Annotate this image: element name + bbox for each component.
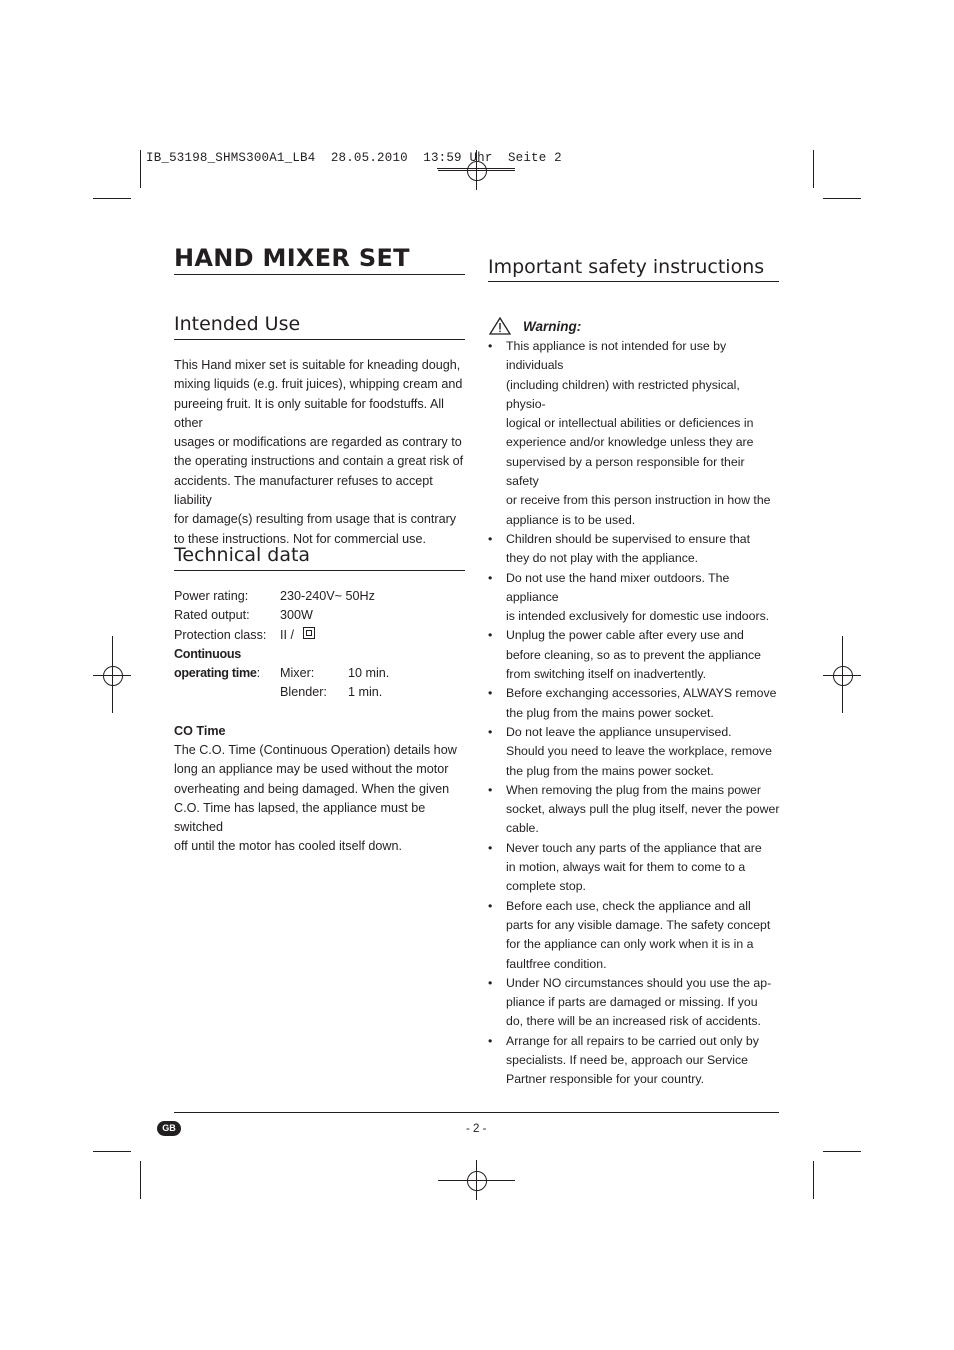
bullet-dot: • [488, 628, 493, 643]
intended-use-text [174, 356, 469, 549]
warning-triangle-icon [489, 317, 511, 335]
text-line: mixing liquids (e.g. fruit juices), whipping cream and [174, 377, 463, 392]
text-line: overheating and being damaged. When the given [174, 781, 450, 796]
safety-bullet-item [488, 897, 780, 974]
text-line: accidents. The manufacturer refuses to accept liability [174, 473, 433, 508]
technical-data-heading: Technical data [174, 544, 311, 566]
safety-bullet-list [488, 337, 780, 1090]
bullet-line: cable. [506, 821, 539, 836]
bullet-line: supervised by a person responsible for their safety [506, 454, 745, 489]
safety-bullet-item [488, 337, 780, 530]
power-rating-value: 230-240V~ 50Hz [280, 589, 375, 603]
crop-mark-bottom-right-v [813, 1161, 814, 1199]
safety-bullet-item [488, 569, 780, 627]
bullet-line: Do not use the hand mixer outdoors. The appliance [506, 570, 730, 604]
text-line: The C.O. Time (Continuous Operation) details how [174, 743, 457, 757]
bullet-dot: • [488, 898, 493, 913]
bullet-line: or receive from this person instruction in how the [506, 493, 771, 508]
safety-rule [488, 281, 779, 282]
text-line: to these instructions. Not for commercial use. [174, 531, 426, 546]
blender-label: Blender: [280, 685, 327, 699]
crop-mark-bottom-left-h [93, 1151, 131, 1152]
footer-rule [174, 1112, 779, 1113]
bullet-dot: • [488, 339, 493, 353]
safety-bullet-item [488, 974, 780, 1032]
co-time-heading: CO Time [174, 724, 226, 738]
safety-bullet-item [488, 723, 780, 781]
print-slug-line: IB_53198_SHMS300A1_LB4 28.05.2010 13:59 Uhr Seite 2 [146, 151, 562, 165]
bullet-dot: • [488, 570, 493, 585]
crop-mark-bottom-right-h [823, 1151, 861, 1152]
text-line: This Hand mixer set is suitable for kneading dough, [174, 358, 461, 372]
safety-bullet-item [488, 684, 780, 723]
bullet-line: they do not play with the appliance. [506, 551, 699, 566]
text-line: the operating instructions and contain a great risk of [174, 454, 464, 469]
bullet-dot: • [488, 840, 493, 855]
bullet-dot: • [488, 531, 493, 546]
bullet-line: Partner responsible for your country. [506, 1072, 704, 1087]
blender-value: 1 min. [348, 685, 383, 699]
crop-mark-top-right-h [823, 198, 861, 199]
bullet-line: pliance if parts are damaged or missing. If you [506, 995, 758, 1010]
bullet-dot: • [488, 1033, 493, 1048]
continuous-label-colon: : [256, 666, 261, 680]
bullet-line: (including children) with restricted physical, physio- [506, 377, 740, 411]
bullet-line: the plug from the mains power socket. [506, 705, 714, 720]
continuous-label-line2 [174, 664, 260, 683]
crop-mark-bottom-left-v [140, 1161, 141, 1199]
continuous-label-bold: operating time [174, 666, 257, 680]
safety-bullet-item [488, 839, 780, 897]
safety-heading: Important safety instructions [488, 256, 765, 278]
bullet-line: the plug from the mains power socket. [506, 763, 714, 778]
bullet-line: do, there will be an increased risk of accidents. [506, 1014, 761, 1029]
text-line: for damage(s) resulting from usage that is contrary [174, 512, 457, 527]
power-rating-label: Power rating: [174, 589, 249, 603]
bullet-line: parts for any visible damage. The safety concept [506, 917, 771, 932]
bullet-line: appliance is to be used. [506, 512, 636, 527]
safety-bullet-item [488, 530, 780, 569]
bullet-line: complete stop. [506, 879, 586, 894]
co-time-text [174, 741, 469, 857]
protection-class-value: II / [280, 628, 294, 642]
continuous-label-line1: Continuous [174, 647, 241, 661]
bullet-line: Unplug the power cable after every use and [506, 628, 744, 643]
bullet-line: in motion, always wait for them to come to a [506, 860, 746, 875]
bullet-line: for the appliance can only work when it is in a [506, 937, 754, 952]
bullet-line: is intended exclusively for domestic use indoors. [506, 609, 770, 624]
crop-mark-top-right-v [813, 150, 814, 188]
country-badge: GB [157, 1121, 181, 1136]
intended-use-rule [174, 339, 465, 340]
bullet-line: from switching itself on inadvertently. [506, 667, 707, 682]
text-line: pureeing fruit. It is only suitable for foodstuffs. All other [174, 396, 444, 430]
bullet-dot: • [488, 686, 493, 701]
technical-data-rule [174, 570, 465, 571]
rated-output-label: Rated output: [174, 608, 250, 622]
bullet-dot: • [488, 975, 493, 990]
double-insulation-icon [303, 627, 315, 639]
text-line: usages or modifications are regarded as contrary to [174, 435, 462, 450]
bullet-line: This appliance is not intended for use by individuals [506, 339, 727, 373]
bullet-line: Under NO circumstances should you use the ap- [506, 975, 772, 990]
bullet-dot: • [488, 782, 493, 797]
mixer-value: 10 min. [348, 666, 390, 680]
text-line: off until the motor has cooled itself down. [174, 839, 402, 854]
safety-bullet-item [488, 781, 780, 839]
page-number: - 2 - [466, 1123, 487, 1135]
bullet-line: Arrange for all repairs to be carried out only by [506, 1033, 759, 1048]
bullet-line: When removing the plug from the mains power [506, 782, 761, 797]
intended-use-heading: Intended Use [174, 313, 301, 335]
bullet-line: socket, always pull the plug itself, never the power [506, 802, 780, 817]
protection-class-label: Protection class: [174, 628, 267, 642]
text-line: long an appliance may be used without the motor [174, 762, 449, 777]
bullet-line: Should you need to leave the workplace, remove [506, 744, 772, 759]
bullet-line: Before exchanging accessories, ALWAYS remove [506, 686, 777, 701]
bullet-line: Do not leave the appliance unsupervised. [506, 724, 732, 739]
slug-underline [437, 168, 515, 169]
page-title: HAND MIXER SET [174, 244, 410, 272]
bullet-line: Before each use, check the appliance and all [506, 898, 751, 913]
bullet-line: specialists. If need be, approach our Service [506, 1052, 748, 1067]
safety-bullet-item [488, 1032, 780, 1090]
bullet-dot: • [488, 724, 493, 739]
mixer-label: Mixer: [280, 666, 315, 680]
crop-mark-top-left-v [140, 150, 141, 188]
bullet-line: Never touch any parts of the appliance that are [506, 840, 762, 855]
title-rule [174, 274, 465, 275]
bullet-line: faultfree condition. [506, 956, 607, 971]
crop-mark-top-left-h [93, 198, 131, 199]
warning-label: Warning: [523, 319, 582, 334]
bullet-line: before cleaning, so as to prevent the appliance [506, 647, 761, 662]
bullet-line: Children should be supervised to ensure that [506, 531, 751, 546]
text-line: C.O. Time has lapsed, the appliance must be switched [174, 800, 426, 835]
safety-bullet-item [488, 626, 780, 684]
bullet-line: logical or intellectual abilities or deficiences in [506, 416, 754, 431]
bullet-line: experience and/or knowledge unless they are [506, 435, 754, 450]
rated-output-value: 300W [280, 608, 313, 622]
